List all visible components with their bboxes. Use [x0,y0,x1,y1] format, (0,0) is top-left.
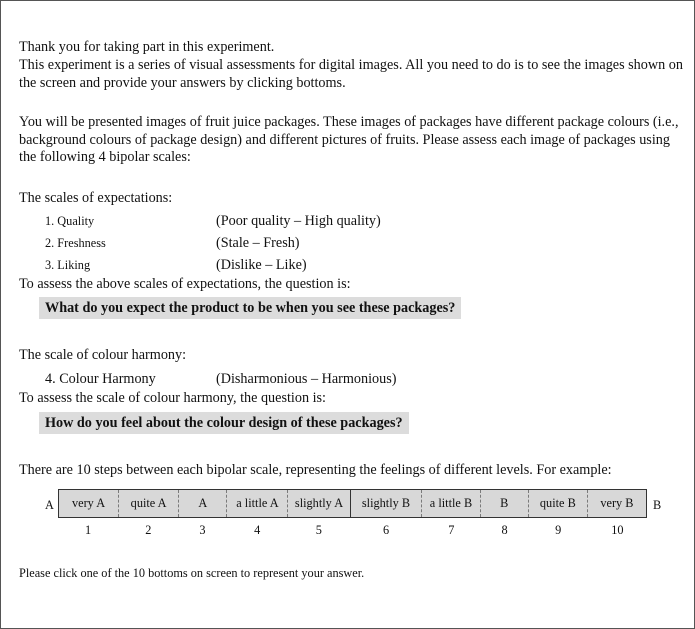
scale-step-4: a little A [226,490,287,517]
scale-number: 7 [448,523,455,537]
scale-number: 9 [555,523,562,537]
scale-item-range: (Poor quality – High quality) [216,213,381,229]
scale-left-end: A [45,498,54,512]
scale-item-label: 3. Liking [45,258,91,272]
harmony-assess-text: To assess the scale of colour harmony, the question is: [19,390,326,406]
scale-number: 2 [145,523,152,537]
scale-number: 10 [611,523,624,537]
expectations-heading: The scales of expectations: [19,190,173,206]
scale-item-range: (Dislike – Like) [216,257,307,273]
scale-item-label: 1. Quality [45,214,95,228]
scale-step-2: quite A [118,490,178,517]
scale-number: 8 [501,523,508,537]
presentation-text: You will be presented images of fruit juice packages. These images of packages have different package colours (i.e., background colours of package design) and different pictures of fruits. Please assess each image of packages using the following 4 bipolar scales: [19,114,679,165]
expectations-assess-text: To assess the above scales of expectations, the question is: [19,276,351,292]
scale-item-label: 2. Freshness [45,236,106,250]
scale-item-range: (Disharmonious – Harmonious) [216,371,397,387]
scale-step-9: quite B [528,490,587,517]
scale-step-6: slightly B [350,490,422,517]
scale-step-7: a little B [421,490,479,517]
scale-right-end: B [653,498,662,512]
scale-step-8: B [480,490,528,517]
scale-number: 4 [254,523,261,537]
experiment-description: This experiment is a series of visual assessments for digital images. All you need to do is to see the images shown on the screen and provide your answers by clicking bottoms. [19,57,683,91]
scale-step-5: slightly A [287,490,349,517]
scale-step-10: very B [587,490,646,517]
scale-step-3: A [178,490,226,517]
thanks-text: Thank you for taking part in this experiment. [19,39,275,55]
scale-number: 5 [315,523,322,537]
click-instruction: Please click one of the 10 bottoms on screen to represent your answer. [19,566,365,580]
scale-step-1: very A [59,490,118,517]
scale-step-numbers [58,522,647,538]
scale-number: 1 [85,523,92,537]
harmony-question: How do you feel about the colour design of these packages? [39,412,409,434]
scale-number: 6 [383,523,390,537]
steps-text: There are 10 steps between each bipolar scale, representing the feelings of different levels. For example: [19,462,612,478]
scale-item-range: (Stale – Fresh) [216,235,300,251]
expectations-question: What do you expect the product to be when you see these packages? [39,297,461,319]
scale-item-label: 4. Colour Harmony [45,371,156,387]
harmony-heading: The scale of colour harmony: [19,347,187,363]
example-bipolar-scale [58,489,647,518]
scale-number: 3 [199,523,206,537]
